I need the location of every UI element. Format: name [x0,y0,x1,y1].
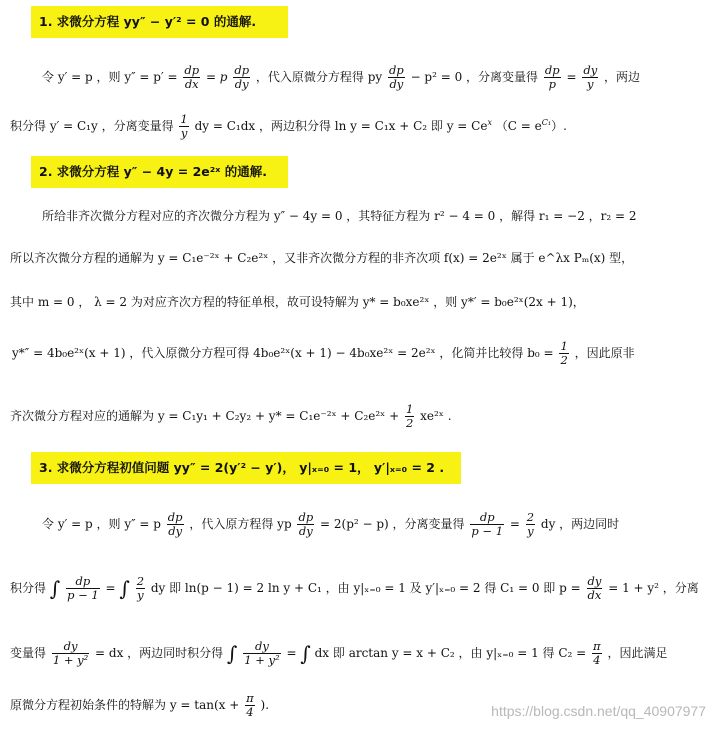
fraction-half-2: $\frac{1}{2}$ [405,402,414,430]
solution-1-line-1: 令 y′ = p ，则 y″ = p′ = $\frac{dp}{dx}$ = p $\frac{dp}{dy}$ ，代入原微分方程得 py $\frac{dp}{dy}$ − p² = 0 ，分离变量得 $\frac{dp}{p}$ = $\frac{dy}{y}$ ，两边 [42,63,641,91]
fraction-half: $\frac{1}{2}$ [560,339,568,367]
fraction-dy-dx: $\frac{dy}{dx}$ [587,574,602,602]
text-p3e: 积分得 [10,581,47,595]
fraction-dp-pm1-2: $\frac{dp}{p - 1}$ [67,574,99,602]
text-p2g: xe²ˣ . [420,409,452,423]
text-p1g: （C = e [495,119,542,133]
text-p1c: − p² = 0 ，分离变量得 [410,70,539,84]
problem-1-title: 1. 求微分方程 yy″ − y′² = 0 的通解. [31,6,288,38]
fraction-dy-1py2-2: $\frac{dy}{\text{1 + y²}}$ [244,639,280,667]
integral-sign: ∫ [49,576,61,601]
text-p1e: 积分得 y′ = C₁y ，分离变量得 [10,119,174,133]
text-p3h: 变量得 [10,646,47,660]
fraction-dy-1py2: $\frac{dy}{\text{1 + y²}}$ [52,639,89,667]
solution-1-line-2: 积分得 y′ = C₁y ，分离变量得 $\frac{1}{y}$ dy = C₁dx ，两边积分得 ln y = C₁x + C₂ 即 $y = Ce^x$ $(C = e^{C_1})$. [10,112,567,140]
fraction-two-y: $\frac{2}{y}$ [526,510,535,538]
text-p3l: 原微分方程初始条件的特解为 y = tan(x + [10,698,240,712]
fraction-dp-dx: $\frac{dp}{dx}$ [184,63,200,91]
text-p1b: ，代入原微分方程得 py [255,70,383,84]
fraction-one-y: $\frac{1}{y}$ [180,112,188,140]
text-p2e: ，因此原非 [574,346,635,360]
problem-3-title: 3. 求微分方程初值问题 yy″ = 2(y′² − y′)， y|ₓ₌₀ = 1， y′|ₓ₌₀ = 2 . [31,452,461,484]
fraction-dp-p: $\frac{dp}{p}$ [544,63,560,91]
solution-2-line-4 [12,340,635,367]
solution-2-line-2: 所以齐次微分方程的通解为 y = C₁e⁻²ˣ + C₂e²ˣ ，又非齐次微分方程的非齐次项 f(x) = 2e²ˣ 属于 e^λx Pₘ(x) 型， [10,251,634,265]
solution-3-line-2: 积分得 ∫ $\frac{dp}{p - 1}$ = ∫ $\frac{2}{y}$ dy 即 ln(p − 1) = 2 ln y + C₁ ，由 y|ₓ₌₀ = 1 及 y′|ₓ₌₀ = 2 得 C₁ = 0 即 p = $\frac{dy}{dx}$ = 1 + y² ，分离 [10,574,699,602]
fraction-dp-dy-2: $\frac{dp}{dy}$ [389,63,404,91]
text-p1f: dy = C₁dx ，两边积分得 ln y = C₁x + C₂ 即 y = Ce [194,119,488,133]
text-p2d: y*″ = 4b₀e²ˣ(x + 1) ，代入原微分方程可得 4b₀e²ˣ(x + 1) − 4b₀xe²ˣ = 2e²ˣ ，化简并比较得 b₀ = [12,346,554,360]
text-p1h: ）. [551,119,567,133]
solution-2-line-5 [10,403,452,430]
solution-2-line-1: 所给非齐次微分方程对应的齐次微分方程为 y″ − 4y = 0 ，其特征方程为 r² − 4 = 0 ，解得 r₁ = −2 ，r₂ = 2 [42,209,637,223]
text-p3c: = 2(p² − p) ，分离变量得 [320,517,465,531]
integral-sign-2: ∫ [119,576,130,601]
watermark: https://blog.csdn.net/qq_40907977 [491,703,706,719]
text-p3j: dx 即 arctan y = x + C₂ ，由 y|ₓ₌₀ = 1 得 C₂ = [314,646,587,660]
text-p1a: 令 y′ = p ，则 y″ = p′ = [42,70,178,84]
text-p3i: = dx ，两边同时积分得 [95,646,224,660]
fraction-dp-dy: $\frac{dp}{dy}$ [234,63,250,91]
text-p3f: dy 即 ln(p − 1) = 2 ln y + C₁ ，由 y|ₓ₌₀ = 1 及 y′|ₓ₌₀ = 2 得 C₁ = 0 即 p = [150,581,581,595]
text-p3m: ). [260,698,270,712]
text-p3b: ，代入原方程得 yp [189,517,292,531]
text-p1d: ，两边 [604,70,641,84]
fraction-two-y-2: $\frac{2}{y}$ [136,574,145,602]
fraction-dp-pm1: $\frac{dp}{p - 1}$ [471,510,504,538]
text-p3g: = 1 + y² ，分离 [608,581,699,595]
solution-3-line-3: 变量得 $\frac{dy}{\text{1 + y²}}$ = dx ，两边同时积分得 ∫ $\frac{dy}{\text{1 + y²}}$ = ∫ dx 即 arctan y = x + C₂ ，由 y|ₓ₌₀ = 1 得 C₂ = $\frac{\pi}{4}$ ，因此满足 [10,639,668,667]
text-p3k: ，因此满足 [607,646,668,660]
integral-sign-3: ∫ [227,641,238,666]
solution-3-line-4 [10,692,269,719]
text-p3a: 令 y′ = p ，则 y″ = p [42,517,161,531]
fraction-pi-4-2: $\frac{\pi}{4}$ [246,691,254,719]
fraction-dp-dy-4: $\frac{dp}{dy}$ [298,510,314,538]
fraction-dp-dy-3: $\frac{dp}{dy}$ [167,510,183,538]
text-p2f: 齐次微分方程对应的通解为 y = C₁y₁ + C₂y₂ + y* = C₁e⁻²ˣ + C₂e²ˣ + [10,409,400,423]
problem-2-title: 2. 求微分方程 y″ − 4y = 2e²ˣ 的通解. [31,156,288,188]
fraction-dy-y: $\frac{dy}{y}$ [583,63,598,91]
text-p3d: dy ，两边同时 [540,517,620,531]
integral-sign-4: ∫ [300,641,311,666]
fraction-pi-4: $\frac{\pi}{4}$ [593,639,601,667]
solution-2-line-3: 其中 m = 0 ， λ = 2 为对应齐次方程的特征单根，故可设特解为 y* = b₀xe²ˣ ，则 y*′ = b₀e²ˣ(2x + 1)， [10,295,585,309]
solution-3-line-1: 令 y′ = p ，则 y″ = p $\frac{dp}{dy}$ ，代入原方程得 yp $\frac{dp}{dy}$ = 2(p² − p) ，分离变量得 $\frac{dp}{p - 1}$ = $\frac{2}{y}$ dy ，两边同时 [42,510,620,538]
